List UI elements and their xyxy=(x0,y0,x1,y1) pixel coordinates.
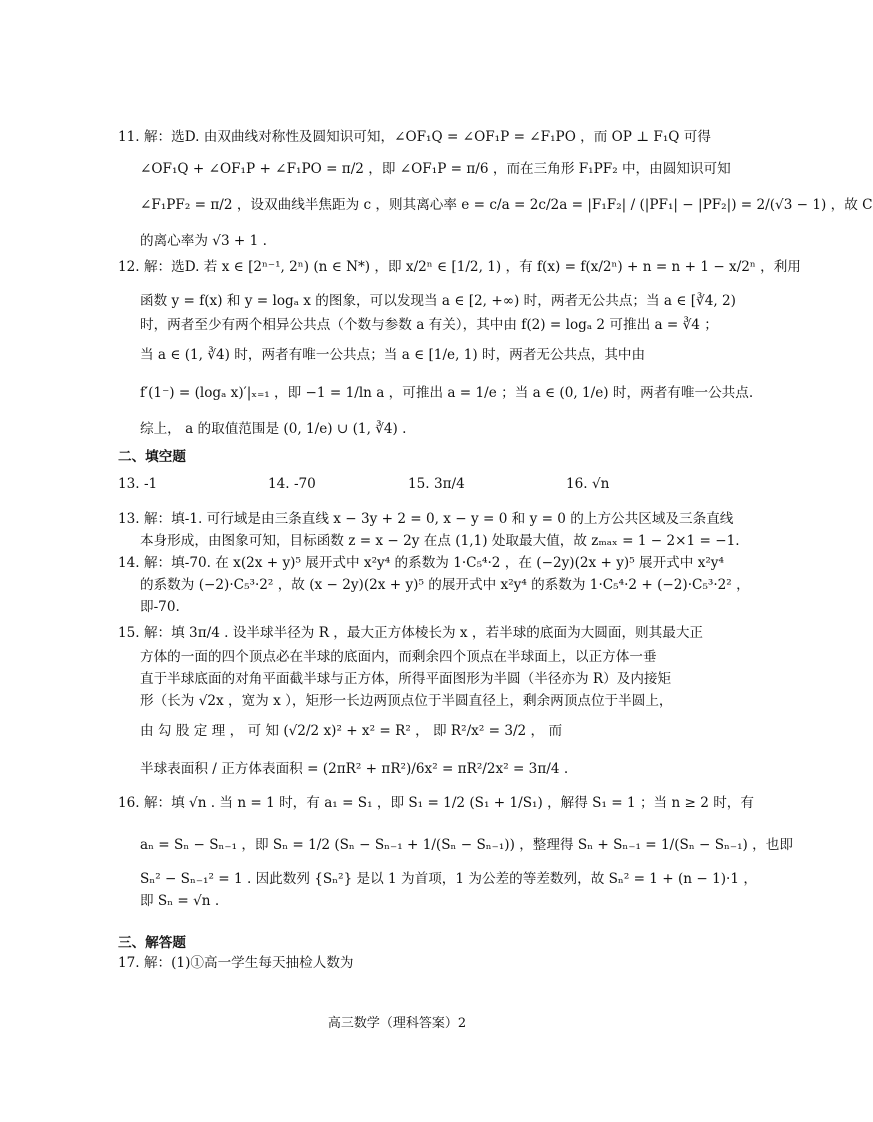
q16-line-2: aₙ = Sₙ − Sₙ₋₁ ，即 Sₙ = 1/2 (Sₙ − Sₙ₋₁ + 1/(Sₙ − Sₙ₋₁)) ，整理得 Sₙ + Sₙ₋₁ = 1/(Sₙ − Sₙ₋₁) ，也即 xyxy=(140,837,793,853)
q15-line-3: 直于半球底面的对角平面截半球与正方体，所得平面图形为半圆（半径亦为 R）及内接矩 xyxy=(140,671,672,687)
q13-line-2: 本身形成，由图象可知，目标函数 z = x − 2y 在点 (1,1) 处取最大值，故 zₘₐₓ = 1 − 2×1 = −1. xyxy=(140,533,740,549)
q17-line-1: 17. 解：(1)①高一学生每天抽检人数为 xyxy=(118,955,354,971)
section-fill-in-title: 二、填空题 xyxy=(118,449,186,465)
section-solutions-title: 三、解答题 xyxy=(118,935,186,951)
q15-line-2: 方体的一面的四个顶点必在半球的底面内，而剩余四个顶点在半球面上，以正方体一垂 xyxy=(140,649,657,665)
answer-15: 15. 3π/4 xyxy=(408,476,465,492)
answer-16: 16. √n xyxy=(566,476,610,492)
q12-line-4: 当 a ∈ (1, ∛4) 时，两者有唯一公共点；当 a ∈ [1/e, 1) 时，两者无公共点，其中由 xyxy=(140,347,646,363)
page-footer: 高三数学（理科答案）2 xyxy=(327,1016,467,1031)
q16-line-4: 即 Sₙ = √n . xyxy=(140,893,220,909)
q11-line-3: ∠F₁PF₂ = π/2 ，设双曲线半焦距为 c ，则其离心率 e = c/a = 2c/2a = |F₁F₂| / (|PF₁| − |PF₂|) = 2/(√3 − 1) ，故 C xyxy=(140,197,873,213)
q12-line-6: 综上， a 的取值范围是 (0, 1/e) ∪ (1, ∛4) . xyxy=(140,421,407,437)
answer-13: 13. -1 xyxy=(118,476,158,492)
q11-line-4: 的离心率为 √3 + 1 . xyxy=(140,233,267,249)
q12-line-3: 时，两者至少有两个相异公共点（个数与参数 a 有关），其中由 f(2) = logₐ 2 可推出 a = ∛4 ； xyxy=(140,317,718,333)
q15-line-6: 半球表面积 / 正方体表面积 = (2πR² + πR²)/6x² = πR²/2x² = 3π/4 . xyxy=(140,761,569,777)
q12-line-5: f′(1⁻) = (logₐ x)′|ₓ₌₁ ，即 −1 = 1/ln a ，可推出 a = 1/e ；当 a ∈ (0, 1/e) 时，两者有唯一公共点. xyxy=(140,385,754,401)
q11-line-2: ∠OF₁Q + ∠OF₁P + ∠F₁PO = π/2 ，即 ∠OF₁P = π/6 ，而在三角形 F₁PF₂ 中，由圆知识可知 xyxy=(140,161,731,177)
q12-line-2: 函数 y = f(x) 和 y = logₐ x 的图象，可以发现当 a ∈ [2, +∞) 时，两者无公共点；当 a ∈ [∛4, 2) xyxy=(140,293,736,309)
q16-line-1: 16. 解：填 √n . 当 n = 1 时，有 a₁ = S₁ ，即 S₁ = 1/2 (S₁ + 1/S₁) ，解得 S₁ = 1 ；当 n ≥ 2 时，有 xyxy=(118,795,754,811)
q14-line-3: 即-70. xyxy=(140,599,180,615)
q11-line-1: 11. 解：选D. 由双曲线对称性及圆知识可知，∠OF₁Q = ∠OF₁P = ∠F₁PO ，而 OP ⊥ F₁Q 可得 xyxy=(118,129,711,145)
q14-line-1: 14. 解：填-70. 在 x(2x + y)⁵ 展开式中 x²y⁴ 的系数为 1·C₅⁴·2 ，在 (−2y)(2x + y)⁵ 展开式中 x²y⁴ xyxy=(118,555,724,571)
answer-14: 14. -70 xyxy=(268,476,316,492)
q15-line-1: 15. 解：填 3π/4 . 设半球半径为 R ，最大正方体棱长为 x ，若半球的底面为大圆面，则其最大正 xyxy=(118,625,703,641)
q13-line-1: 13. 解：填-1. 可行域是由三条直线 x − 3y + 2 = 0, x − y = 0 和 y = 0 的上方公共区域及三条直线 xyxy=(118,511,734,527)
q15-line-4: 形（长为 √2x ，宽为 x ），矩形一长边两顶点位于半圆直径上，剩余两顶点位于半圆上， xyxy=(140,693,673,709)
q15-line-5: 由 勾 股 定 理 ， 可 知 (√2/2 x)² + x² = R² ， 即 R²/x² = 3/2 ， 而 xyxy=(140,723,563,739)
q14-line-2: 的系数为 (−2)·C₅³·2² ，故 (x − 2y)(2x + y)⁵ 的展开式中 x²y⁴ 的系数为 1·C₅⁴·2 + (−2)·C₅³·2² ， xyxy=(140,577,750,593)
q12-line-1: 12. 解：选D. 若 x ∈ [2ⁿ⁻¹, 2ⁿ) (n ∈ N*) ，即 x/2ⁿ ∈ [1/2, 1) ，有 f(x) = f(x/2ⁿ) + n = n + 1 − x/2ⁿ ，利用 xyxy=(118,259,801,275)
q16-line-3: Sₙ² − Sₙ₋₁² = 1 . 因此数列 {Sₙ²} 是以 1 为首项，1 为公差的等差数列，故 Sₙ² = 1 + (n − 1)·1 ， xyxy=(140,871,757,887)
